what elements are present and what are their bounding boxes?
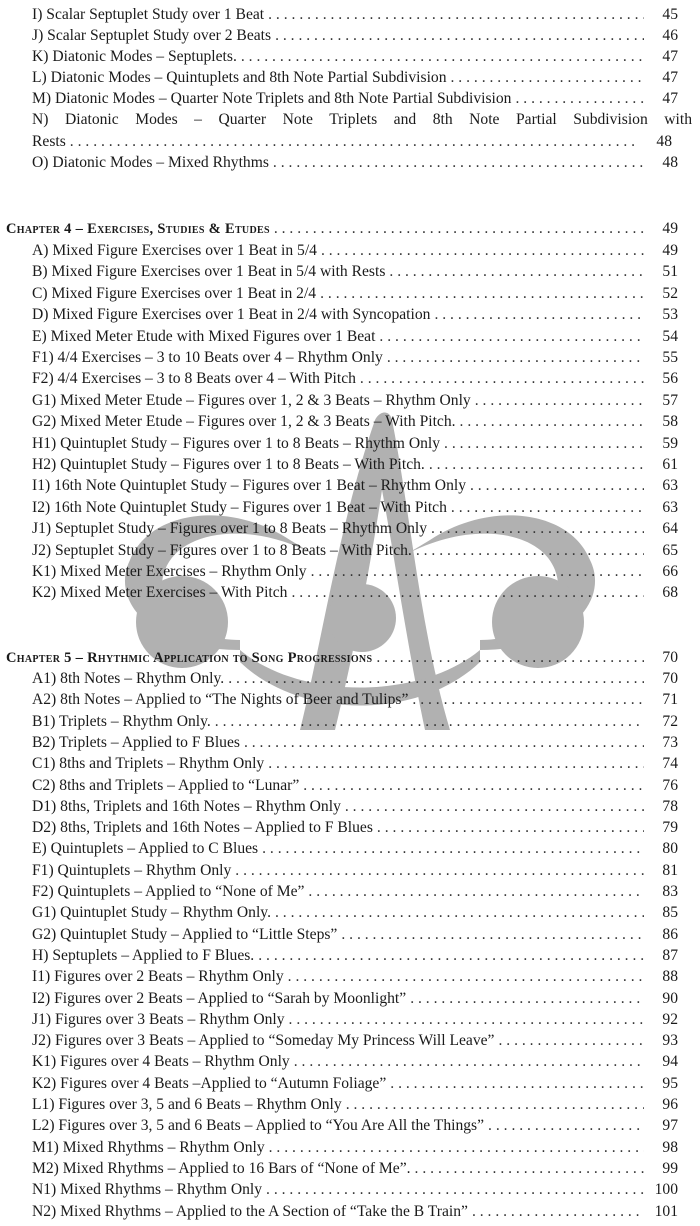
toc-entry-title: N2) Mixed Rhythms – Applied to the A Section of “Take the B Train” — [32, 1202, 468, 1220]
toc-entry-page: 61 — [662, 456, 678, 473]
toc-entry-title: E) Mixed Meter Etude with Mixed Figures over 1 Beat — [32, 327, 376, 345]
dot-leader — [289, 1009, 644, 1030]
toc-entry[interactable] — [0, 924, 700, 945]
toc-entry-title: K2) Figures over 4 Beats –Applied to “Autumn Foliage” — [32, 1074, 387, 1092]
toc-entry-title: G1) Quintuplet Study – Rhythm Only. — [32, 904, 271, 922]
toc-entry[interactable] — [0, 1009, 700, 1030]
toc-entry-title: I1) 16th Note Quintuplet Study – Figures over 1 Beat – Rhythm Only — [32, 477, 466, 495]
toc-entry-page: 63 — [662, 477, 678, 495]
dot-leader — [498, 1030, 644, 1051]
toc-entry-title: A) Mixed Figure Exercises over 1 Beat in 5/4 — [32, 242, 317, 259]
toc-entry-page: 68 — [662, 584, 678, 602]
dot-leader — [415, 1158, 644, 1179]
toc-entry[interactable] — [0, 838, 700, 859]
toc-entry-page: 85 — [662, 904, 678, 922]
toc-entry-title: D2) 8ths, Triplets and 16th Notes – Applied to F Blues — [32, 819, 373, 837]
toc-entry-title: G1) Mixed Meter Etude – Figures over 1, 2 & 3 Beats – Rhythm Only — [32, 391, 471, 409]
toc-entry[interactable] — [0, 4, 700, 25]
toc-entry-page: 54 — [662, 327, 678, 345]
toc-entry[interactable] — [0, 1179, 700, 1200]
toc-entry-page: 55 — [662, 349, 678, 366]
dot-leader — [451, 67, 645, 88]
dot-leader — [291, 582, 644, 603]
toc-entry-page: 95 — [662, 1074, 678, 1092]
dot-leader — [303, 775, 644, 796]
toc-entry[interactable] — [0, 561, 700, 582]
toc-entry[interactable] — [0, 67, 700, 88]
toc-entry[interactable] — [0, 540, 700, 561]
dot-leader — [215, 711, 644, 732]
toc-entry-page: 90 — [662, 989, 678, 1007]
toc-entry-page: 48 — [656, 133, 672, 150]
toc-entry[interactable] — [0, 860, 700, 881]
toc-entry-title: G2) Mixed Meter Etude – Figures over 1, 2 & 3 Beats – With Pitch. — [32, 413, 456, 431]
toc-entry-title: F2) Quintuplets – Applied to “None of Me” — [32, 883, 305, 900]
toc-entry-page: 58 — [662, 413, 678, 431]
toc-entry-page: 47 — [662, 90, 678, 107]
toc-entry-title: K) Diatonic Modes – Septuplets. — [32, 48, 237, 65]
toc-entry-page: 72 — [662, 712, 678, 730]
toc-entry-page: 71 — [662, 691, 678, 709]
dot-leader — [434, 304, 644, 325]
dot-leader — [341, 924, 644, 945]
toc-entry[interactable] — [0, 902, 700, 923]
toc-entry[interactable] — [0, 881, 700, 902]
dot-leader — [377, 817, 644, 838]
toc-entry[interactable] — [0, 1094, 700, 1115]
toc-entry-page: 92 — [662, 1010, 678, 1028]
toc-entry-title: D1) 8ths, Triplets and 16th Notes – Rhythm Only — [32, 797, 341, 815]
toc-entry[interactable] — [0, 347, 700, 368]
toc-entry[interactable] — [0, 1158, 700, 1179]
chapter-title: Chapter 4 – Exercises, Studies & Etudes — [6, 221, 270, 237]
dot-leader — [488, 1115, 644, 1136]
dot-leader — [258, 945, 644, 966]
toc-entry-page: 46 — [662, 27, 678, 44]
toc-entry[interactable] — [0, 711, 700, 732]
toc-entry-title: A1) 8th Notes – Rhythm Only. — [32, 670, 225, 687]
toc-entry-title: L2) Figures over 3, 5 and 6 Beats – Applied to “You Are All the Things” — [32, 1117, 485, 1135]
toc-entry-title: F1) 4/4 Exercises – 3 to 10 Beats over 4 – Rhythm Only — [32, 349, 383, 366]
dot-leader — [266, 1179, 644, 1200]
toc-entry[interactable] — [0, 1073, 700, 1094]
toc-entry-page: 45 — [662, 6, 678, 23]
toc-entry-title: A2) 8th Notes – Applied to “The Nights of Beer and Tulips” — [32, 691, 409, 709]
toc-entry-page: 101 — [654, 1202, 678, 1220]
dot-leader — [460, 411, 644, 432]
toc-entry-page: 81 — [662, 861, 678, 879]
toc-entry-page: 57 — [662, 391, 678, 409]
toc-entry-page: 59 — [662, 434, 678, 452]
toc-entry[interactable] — [0, 390, 700, 411]
toc-entry[interactable] — [0, 475, 700, 496]
toc-entry-page: 48 — [662, 154, 678, 171]
dot-leader — [262, 838, 644, 859]
toc-entry-title: H1) Quintuplet Study – Figures over 1 to 8 Beats – Rhythm Only — [32, 434, 441, 452]
toc-entry-page: 47 — [662, 48, 678, 65]
dot-leader — [308, 881, 644, 902]
toc-entry[interactable] — [0, 1137, 700, 1158]
toc-entry-page: 78 — [662, 797, 678, 815]
toc-entry-page: 70 — [662, 670, 678, 687]
toc-entry-page: 97 — [662, 1117, 678, 1135]
toc-entry[interactable] — [0, 25, 700, 46]
toc-entry-wrapped[interactable] — [32, 131, 672, 152]
toc-entry-title: I) Scalar Septuplet Study over 1 Beat — [32, 6, 265, 23]
dot-leader — [389, 261, 644, 282]
toc-entry[interactable] — [0, 304, 700, 325]
toc-entry[interactable] — [0, 497, 700, 518]
toc-entry-page: 51 — [662, 263, 678, 281]
toc-entry-title: H) Septuplets – Applied to F Blues. — [32, 946, 255, 964]
dot-leader — [244, 732, 644, 753]
dot-leader — [444, 433, 644, 454]
dot-leader — [390, 1073, 644, 1094]
toc-entry-title: J1) Septuplet Study – Figures over 1 to 8 Beats – Rhythm Only — [32, 520, 428, 538]
toc-entry[interactable] — [0, 668, 700, 689]
toc-entry-page: 99 — [662, 1159, 678, 1177]
toc-entry-page: 79 — [662, 819, 678, 837]
toc-entry-title: O) Diatonic Modes – Mixed Rhythms — [32, 154, 269, 171]
toc-entry[interactable] — [0, 1201, 700, 1222]
toc-entry-page: 96 — [662, 1096, 678, 1113]
toc-entry[interactable] — [0, 817, 700, 838]
toc-entry[interactable] — [0, 518, 700, 539]
toc-entry[interactable] — [0, 689, 700, 710]
toc-entry[interactable] — [0, 732, 700, 753]
toc-entry-page: 47 — [662, 69, 678, 86]
toc-entry-title: F1) Quintuplets – Rhythm Only — [32, 861, 232, 879]
toc-entry[interactable] — [0, 411, 700, 432]
toc-entry[interactable] — [0, 1051, 700, 1072]
toc-entry[interactable] — [0, 152, 700, 173]
dot-leader — [416, 540, 644, 561]
toc-entry-title: M) Diatonic Modes – Quarter Note Triplets and 8th Note Partial Subdivision — [32, 90, 512, 107]
toc-entry-page: 94 — [662, 1053, 678, 1071]
toc-entry-title: H2) Quintuplet Study – Figures over 1 to 8 Beats – With Pitch. — [32, 456, 425, 473]
toc-entry[interactable] — [0, 261, 700, 282]
toc-entry[interactable] — [0, 433, 700, 454]
toc-entry-title: N1) Mixed Rhythms – Rhythm Only — [32, 1181, 263, 1199]
toc-entry[interactable] — [0, 368, 700, 389]
chapter-title: Chapter 5 – Rhythmic Application to Song Progressions — [6, 650, 373, 666]
dot-leader — [431, 518, 644, 539]
dot-leader — [269, 1137, 644, 1158]
toc-entry-page: 86 — [662, 925, 678, 943]
toc-entry[interactable] — [0, 1030, 700, 1051]
dot-leader — [346, 1094, 644, 1115]
toc-entry-page: 83 — [662, 883, 678, 900]
toc-entry-title: G2) Quintuplet Study – Applied to “Little Steps” — [32, 925, 338, 943]
chapter-heading[interactable] — [0, 218, 700, 239]
dot-leader — [70, 131, 638, 152]
dot-leader — [268, 753, 644, 774]
dot-leader — [387, 347, 644, 368]
toc-entry-title: J2) Septuplet Study – Figures over 1 to 8 Beats – With Pitch. — [32, 541, 412, 559]
toc-entry-page: 100 — [654, 1181, 678, 1199]
toc-entry[interactable] — [0, 240, 700, 261]
dot-leader — [275, 902, 644, 923]
toc-entry[interactable] — [0, 454, 700, 475]
toc-entry-title-line2: Rests — [32, 133, 66, 150]
toc-entry-page: 64 — [662, 520, 678, 538]
dot-leader — [241, 46, 644, 67]
dot-leader — [412, 689, 644, 710]
toc-entry-title: D) Mixed Figure Exercises over 1 Beat in 2/4 with Syncopation — [32, 306, 431, 324]
dot-leader — [345, 796, 644, 817]
toc-entry-title: K1) Figures over 4 Beats – Rhythm Only — [32, 1053, 290, 1071]
dot-leader — [268, 4, 644, 25]
toc-entry-page: 87 — [662, 946, 678, 964]
toc-entry-title: L) Diatonic Modes – Quintuplets and 8th Note Partial Subdivision — [32, 69, 447, 86]
dot-leader — [275, 25, 644, 46]
dot-leader — [451, 497, 644, 518]
toc-entry[interactable] — [0, 283, 700, 304]
toc-entry-title: L1) Figures over 3, 5 and 6 Beats – Rhythm Only — [32, 1096, 342, 1113]
toc-entry[interactable] — [0, 988, 700, 1009]
toc-entry-title: J) Scalar Septuplet Study over 2 Beats — [32, 27, 272, 44]
dot-leader — [376, 647, 644, 668]
toc-entry-title: K2) Mixed Meter Exercises – With Pitch — [32, 584, 288, 602]
toc-entry-title: F2) 4/4 Exercises – 3 to 8 Beats over 4 – With Pitch — [32, 370, 356, 388]
dot-leader — [228, 668, 644, 689]
chapter-heading[interactable] — [0, 647, 700, 668]
toc-entry-title: E) Quintuplets – Applied to C Blues — [32, 840, 259, 858]
dot-leader — [320, 283, 644, 304]
toc-entry[interactable] — [0, 1115, 700, 1136]
toc-entry-page: 56 — [662, 370, 678, 388]
dot-leader — [379, 326, 644, 347]
dot-leader — [475, 390, 644, 411]
toc-entry-page: 63 — [662, 498, 678, 516]
dot-leader — [273, 152, 644, 173]
toc-entry-title-line1[interactable]: N) Diatonic Modes – Quarter Note Triplets and 8th Note Partial Subdivision with — [32, 111, 692, 128]
toc-entry-page: 93 — [662, 1032, 678, 1050]
toc-entry-title: M1) Mixed Rhythms – Rhythm Only — [32, 1138, 265, 1156]
toc-entry[interactable] — [0, 966, 700, 987]
toc-entry-page: 73 — [662, 733, 678, 751]
dot-leader — [429, 454, 644, 475]
toc-entry-page: 88 — [662, 968, 678, 986]
toc-entry-page: 65 — [662, 541, 678, 559]
dot-leader — [288, 966, 644, 987]
dot-leader — [410, 988, 644, 1009]
toc-entry-title: J2) Figures over 3 Beats – Applied to “Someday My Princess Will Leave” — [32, 1032, 495, 1050]
toc-entry[interactable] — [0, 326, 700, 347]
toc-entry-title: B) Mixed Figure Exercises over 1 Beat in 5/4 with Rests — [32, 263, 386, 281]
toc-entry[interactable] — [0, 88, 700, 109]
toc-entry-title: C1) 8ths and Triplets – Rhythm Only — [32, 755, 265, 773]
dot-leader — [274, 218, 644, 239]
toc-entry[interactable] — [0, 945, 700, 966]
toc-entry-title: M2) Mixed Rhythms – Applied to 16 Bars of “None of Me”. — [32, 1159, 411, 1177]
toc-entry-title: I1) Figures over 2 Beats – Rhythm Only — [32, 968, 284, 986]
dot-leader — [294, 1051, 644, 1072]
chapter-page: 70 — [662, 649, 678, 666]
toc-entry[interactable] — [0, 46, 700, 67]
toc-entry-page: 98 — [662, 1138, 678, 1156]
toc-entry-page: 80 — [662, 840, 678, 858]
toc-entry-title: B1) Triplets – Rhythm Only. — [32, 712, 211, 730]
dot-leader — [472, 1201, 644, 1222]
toc-entry-page: 66 — [662, 563, 678, 580]
toc-entry-page: 52 — [662, 284, 678, 302]
dot-leader — [470, 475, 644, 496]
dot-leader — [311, 561, 644, 582]
toc-entry-title: K1) Mixed Meter Exercises – Rhythm Only — [32, 563, 307, 580]
toc-entry-title: J1) Figures over 3 Beats – Rhythm Only — [32, 1010, 285, 1028]
chapter-page: 49 — [662, 220, 678, 237]
toc-entry-title: B2) Triplets – Applied to F Blues — [32, 733, 240, 751]
toc-entry-title: C2) 8ths and Triplets – Applied to “Lunar” — [32, 776, 300, 794]
toc-entry[interactable] — [0, 796, 700, 817]
toc-entry-page: 49 — [662, 242, 678, 259]
dot-leader — [515, 88, 644, 109]
dot-leader — [360, 368, 644, 389]
toc-entry[interactable] — [0, 775, 700, 796]
dot-leader — [235, 860, 644, 881]
toc-entry-title: I2) Figures over 2 Beats – Applied to “Sarah by Moonlight” — [32, 989, 407, 1007]
toc-entry-page: 76 — [662, 776, 678, 794]
toc-entry[interactable] — [0, 753, 700, 774]
toc-entry-title: C) Mixed Figure Exercises over 1 Beat in 2/4 — [32, 284, 317, 302]
dot-leader — [321, 240, 644, 261]
toc-entry[interactable] — [0, 582, 700, 603]
toc-entry-page: 53 — [662, 306, 678, 324]
toc-entry-title: I2) 16th Note Quintuplet Study – Figures over 1 Beat – With Pitch — [32, 498, 447, 516]
toc-entry-page: 74 — [662, 755, 678, 773]
